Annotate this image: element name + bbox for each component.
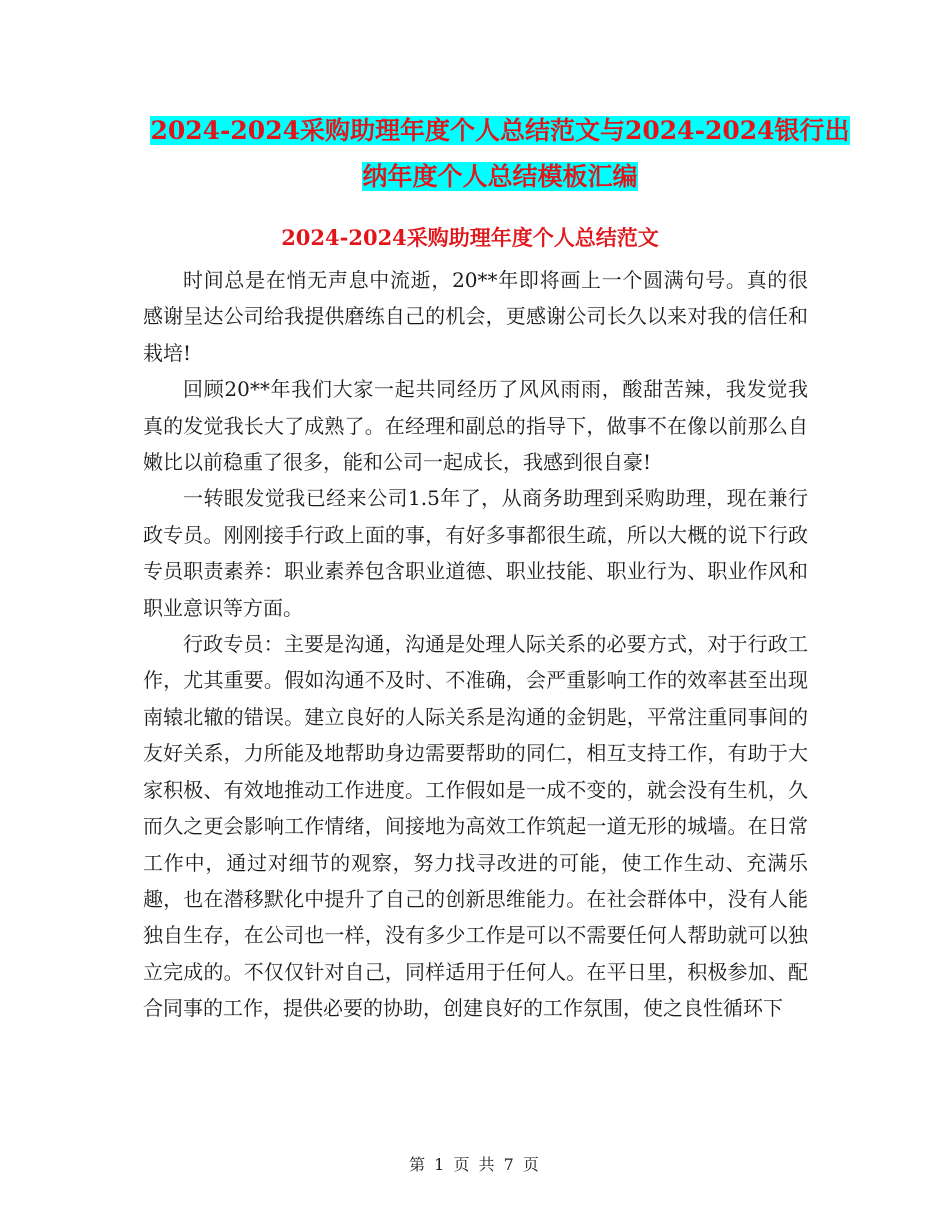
document-title-text: 2024-2024采购助理年度个人总结范文与2024-2024银行出纳年度个人总结模板汇编	[150, 116, 850, 191]
page-number-footer: 第 1 页 共 7 页	[409, 1155, 541, 1174]
paragraph: 一转眼发觉我已经来公司1.5年了，从商务助理到采购助理，现在兼行政专员。刚刚接手行政上面的事，有好多事都很生疏，所以大概的说下行政专员职责素养：职业素养包含职业道德、职业技能、职业行为、职业作风和职业意识等方面。	[143, 486, 808, 620]
document-body	[143, 262, 808, 1027]
paragraph: 回顾20**年我们大家一起共同经历了风风雨雨，酸甜苦辣，我发觉我真的发觉我长大了成熟了。在经理和副总的指导下，做事不在像以前那么自嫩比以前稳重了很多，能和公司一起成长，我感到很自豪!	[143, 377, 808, 475]
document-title	[140, 108, 860, 200]
paragraph: 行政专员：主要是沟通，沟通是处理人际关系的必要方式，对于行政工作，尤其重要。假如沟通不及时、不准确，会严重影响工作的效率甚至出现南辕北辙的错误。建立良好的人际关系是沟通的金钥匙，平常注重同事间的友好关系，力所能及地帮助身边需要帮助的同仁，相互支持工作，有助于大家积极、有效地推动工作进度。工作假如是一成不变的，就会没有生机，久而久之更会影响工作情绪，间接地为高效工作筑起一道无形的城墙。在日常工作中，通过对细节的观察，努力找寻改进的可能，使工作生动、充满乐趣，也在潜移默化中提升了自己的创新思维能力。在社会群体中，没有人能独自生存，在公司也一样，没有多少工作是可以不需要任何人帮助就可以独立完成的。不仅仅针对自己，同样适用于任何人。在平日里，积极参加、配合同事的工作，提供必要的协助，创建良好的工作氛围，使之良性循环下	[143, 632, 808, 1021]
section-title: 2024-2024采购助理年度个人总结范文	[281, 225, 659, 250]
paragraph: 时间总是在悄无声息中流逝，20**年即将画上一个圆满句号。真的很感谢呈达公司给我提供磨练自己的机会，更感谢公司长久以来对我的信任和栽培!	[143, 268, 808, 365]
